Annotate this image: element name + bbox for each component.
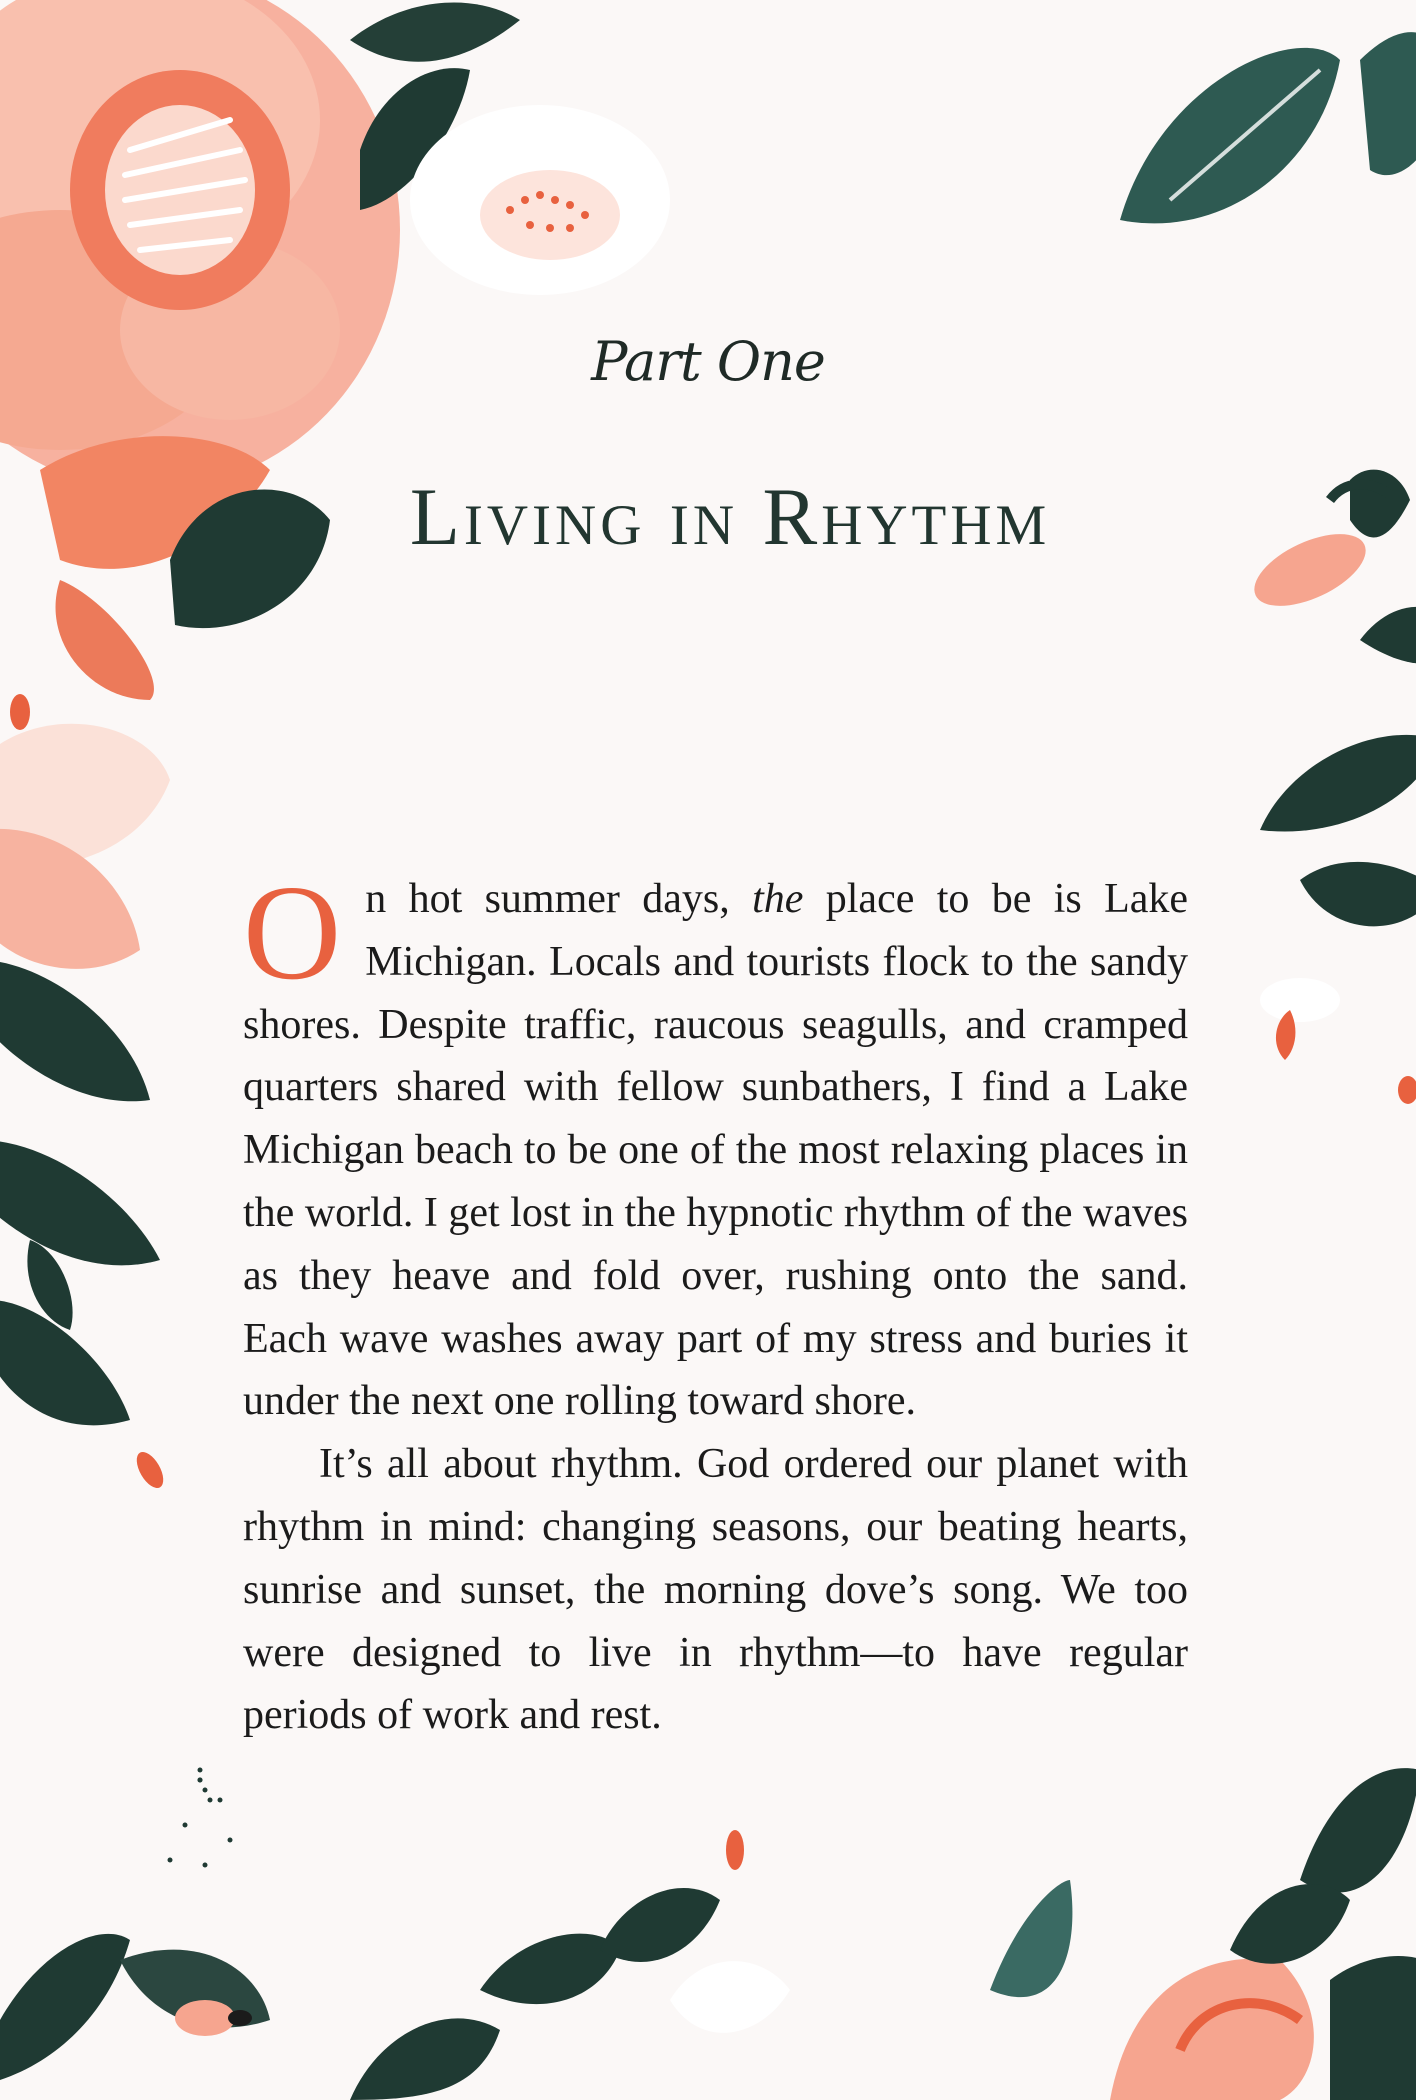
paragraph-2: It’s all about rhythm. God ordered our planet with rhythm in mind: changing seasons, our beating hearts, sunrise and sunset, the morning dove’s song. We too were designed to live in rhythm—to have regular periods of work and rest. <box>243 1441 1188 1739</box>
part-label: Part One <box>591 330 825 393</box>
left-side-flowers <box>0 694 170 1492</box>
drop-cap: O <box>243 858 342 1008</box>
body-text <box>243 858 1189 1747</box>
paragraph-1-rest: place to be is Lake Michigan. Locals and tourists flock to the sandy shores. Despite traffic, raucous seagulls, and cramped quarters shared with fellow sunbathers, I find a Lake Michigan beach to be one of the most relaxing places in the world. I get lost in the hypnotic rhythm of the waves as they heave and fold over, rushing onto the sand. Each wave washes away part of my stress and buries it under the next one rolling toward shore. <box>243 876 1189 1425</box>
paragraph-1 <box>243 858 1189 1433</box>
bottom-foliage <box>0 1768 1416 2100</box>
paragraph-1-emphasis: the <box>752 876 804 922</box>
chapter-title: Living in Rhythm <box>409 471 1051 562</box>
white-flower-top <box>410 105 670 295</box>
speckle-dots <box>168 1768 233 1868</box>
paragraph-1-lead: n hot summer days, <box>365 876 753 922</box>
dark-leaves-right <box>1260 735 1416 1104</box>
